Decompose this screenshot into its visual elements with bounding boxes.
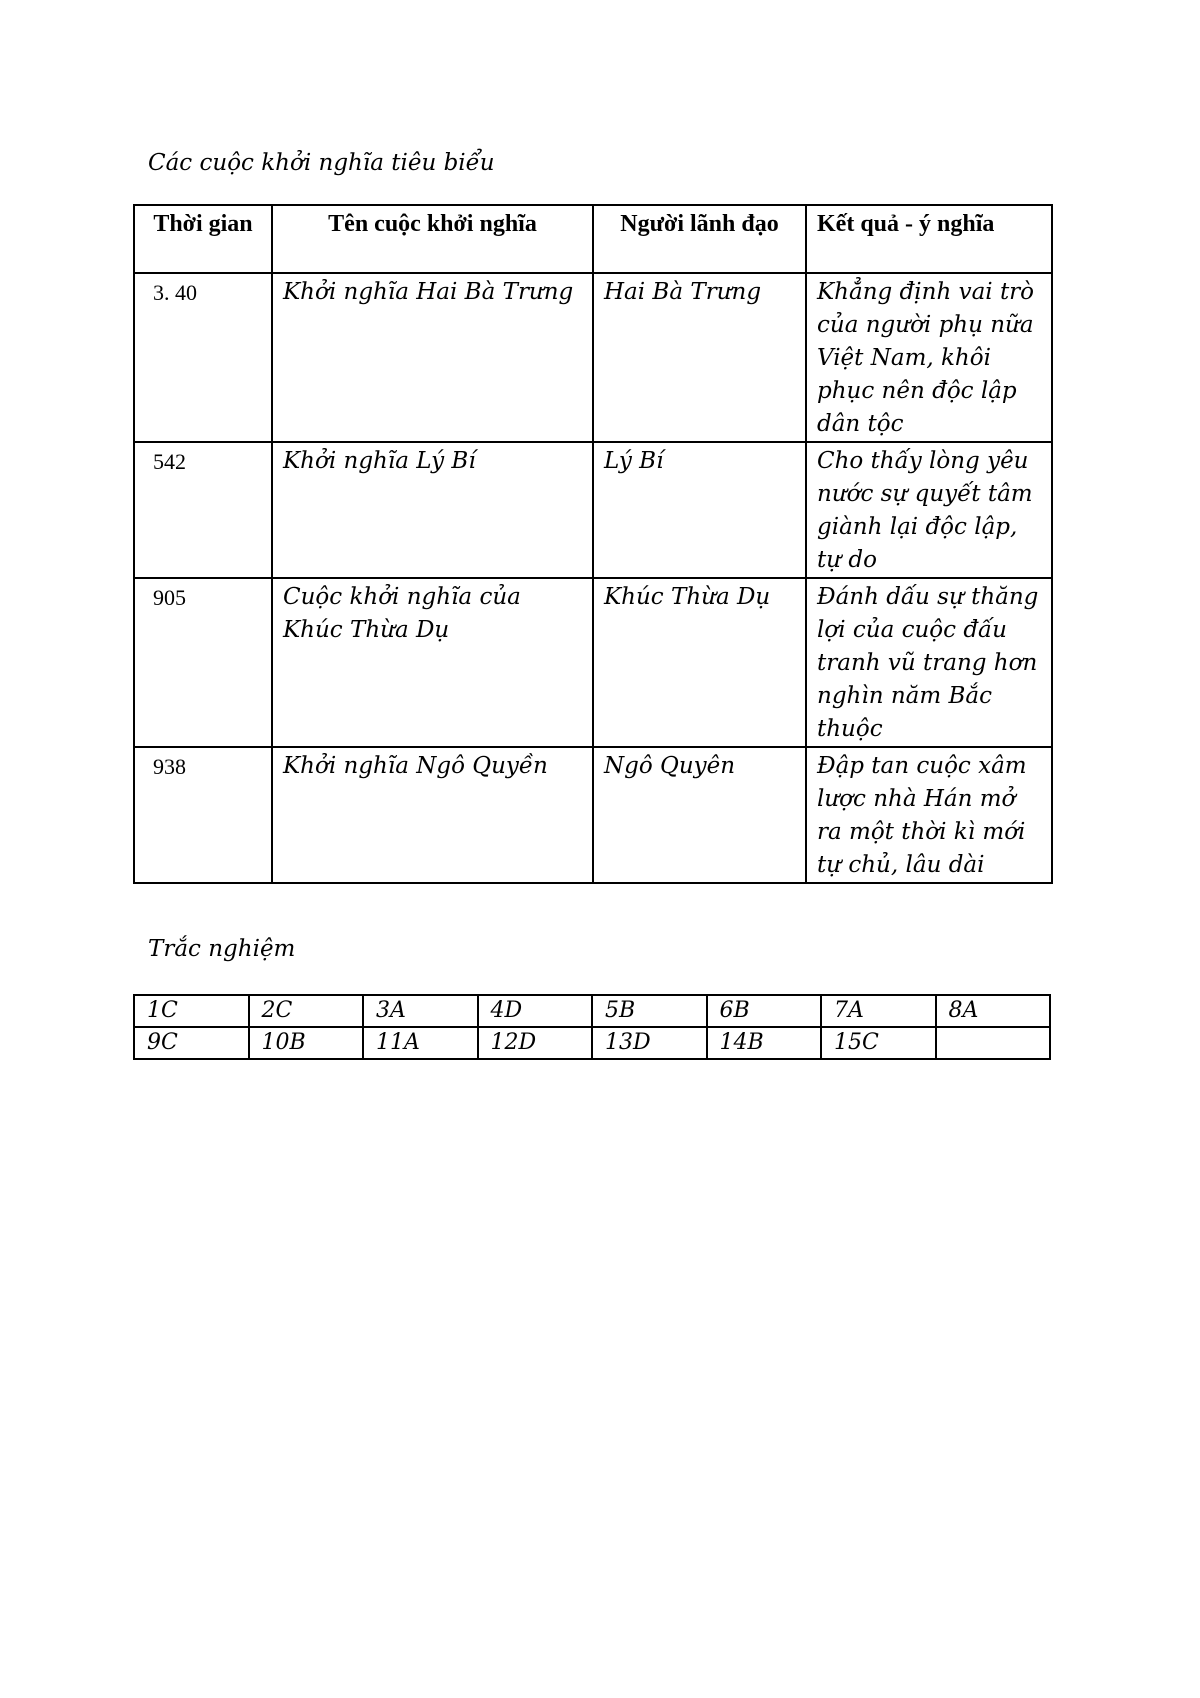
table-row <box>134 747 1052 883</box>
cell-leader: Ngô Quyên <box>593 747 806 883</box>
quiz-row <box>134 995 1050 1027</box>
quiz-answer-cell <box>936 1027 1051 1059</box>
table-header-row <box>134 205 1052 273</box>
quiz-answer-cell: 1C <box>134 995 249 1027</box>
quiz-answer-cell: 13D <box>592 1027 707 1059</box>
cell-time: 3. 40 <box>134 273 272 442</box>
cell-uprising-name: Khởi nghĩa Hai Bà Trưng <box>272 273 593 442</box>
quiz-answer-cell: 11A <box>363 1027 478 1059</box>
quiz-answer-cell: 9C <box>134 1027 249 1059</box>
cell-time: 905 <box>134 578 272 747</box>
quiz-answer-cell: 3A <box>363 995 478 1027</box>
quiz-answer-cell: 2C <box>249 995 364 1027</box>
quiz-answer-cell: 5B <box>592 995 707 1027</box>
quiz-answer-cell: 12D <box>478 1027 593 1059</box>
cell-uprising-name: Khởi nghĩa Lý Bí <box>272 442 593 578</box>
quiz-answer-cell: 14B <box>707 1027 822 1059</box>
quiz-row <box>134 1027 1050 1059</box>
header-uprising-name: Tên cuộc khởi nghĩa <box>272 205 593 273</box>
table-row <box>134 578 1052 747</box>
header-result: Kết quả - ý nghĩa <box>806 205 1052 273</box>
cell-result: Cho thấy lòng yêu nước sự quyết tâm giành lại độc lập, tự do <box>806 442 1052 578</box>
cell-time: 938 <box>134 747 272 883</box>
cell-result: Đập tan cuộc xâm lược nhà Hán mở ra một thời kì mới tự chủ, lâu dài <box>806 747 1052 883</box>
section-title-quiz: Trắc nghiệm <box>148 936 296 962</box>
quiz-answer-cell: 6B <box>707 995 822 1027</box>
cell-leader: Khúc Thừa Dụ <box>593 578 806 747</box>
cell-uprising-name: Khởi nghĩa Ngô Quyền <box>272 747 593 883</box>
cell-result: Khẳng định vai trò của người phụ nữa Việt Nam, khôi phục nên độc lập dân tộc <box>806 273 1052 442</box>
section-title-uprisings: Các cuộc khởi nghĩa tiêu biểu <box>148 150 495 176</box>
quiz-answer-cell: 7A <box>821 995 936 1027</box>
quiz-answer-cell: 10B <box>249 1027 364 1059</box>
cell-leader: Hai Bà Trưng <box>593 273 806 442</box>
quiz-answer-cell: 15C <box>821 1027 936 1059</box>
table-row <box>134 442 1052 578</box>
quiz-answer-cell: 8A <box>936 995 1051 1027</box>
cell-time: 542 <box>134 442 272 578</box>
table-row <box>134 273 1052 442</box>
header-time: Thời gian <box>134 205 272 273</box>
uprisings-table <box>133 204 1053 884</box>
quiz-answer-cell: 4D <box>478 995 593 1027</box>
header-leader: Người lãnh đạo <box>593 205 806 273</box>
cell-leader: Lý Bí <box>593 442 806 578</box>
cell-uprising-name: Cuộc khởi nghĩa của Khúc Thừa Dụ <box>272 578 593 747</box>
cell-result: Đánh dấu sự thăng lợi của cuộc đấu tranh vũ trang hơn nghìn năm Bắc thuộc <box>806 578 1052 747</box>
quiz-answers-table <box>133 994 1051 1060</box>
